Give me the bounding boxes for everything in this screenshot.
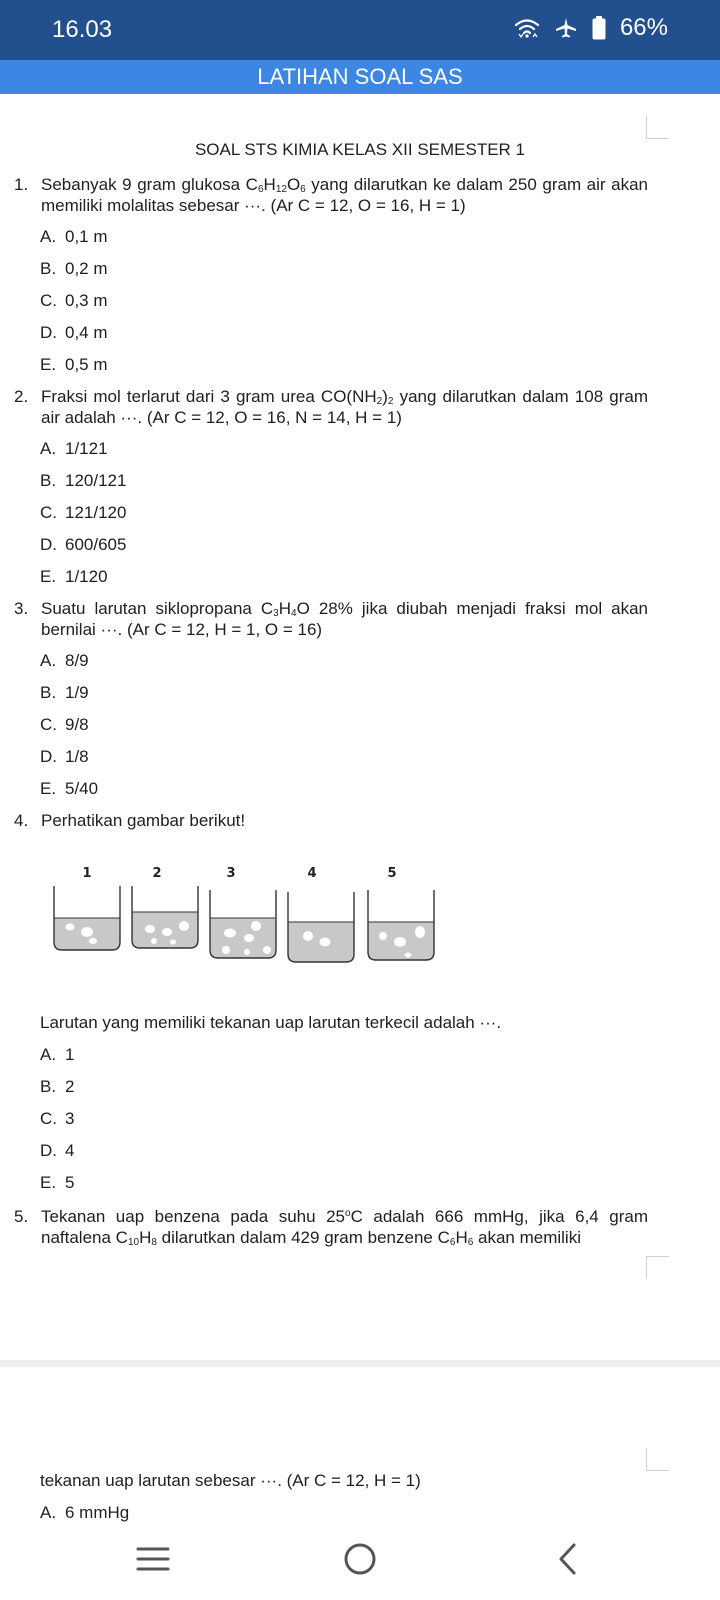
navigation-bar <box>0 1530 720 1600</box>
beakers-figure <box>50 862 450 972</box>
page-corner-mark <box>646 116 669 139</box>
question-4 <box>14 810 648 831</box>
question-text: Fraksi mol terlarut dari 3 gram urea $CO(NH_2)_2$ yang dilarutkan dalam 108 gram air adalah ···. (Ar C = 12, O = 16, N = 14, H = 1) <box>41 387 648 427</box>
option-3d: D. 1/8 <box>40 747 89 766</box>
status-bar <box>0 0 720 60</box>
question-3 <box>14 598 648 640</box>
beaker-label: 4 <box>307 866 317 881</box>
app-bar-title: LATIHAN SOAL SAS <box>0 60 720 94</box>
page-corner-mark <box>646 1256 669 1279</box>
question-5 <box>14 1206 648 1248</box>
option-3a: A. 8/9 <box>40 651 89 670</box>
option-4b: B. 2 <box>40 1077 75 1096</box>
battery-icon <box>592 16 606 40</box>
option-1e: E. 0,5 m <box>40 355 108 374</box>
status-icons <box>514 14 668 42</box>
option-3e: E. 5/40 <box>40 779 99 798</box>
beaker-2 <box>132 866 198 948</box>
question-text: Tekanan uap benzena pada suhu 25$^o$C adalah 666 mmHg, jika 6,4 gram naftalena $C_{10}H_8$ dilarutkan dalam 429 gram benzene $C_6H_6$ akan memiliki <box>41 1207 648 1248</box>
option-3b: B. 1/9 <box>40 683 89 702</box>
beaker-1 <box>54 866 120 950</box>
beaker-3 <box>210 866 276 958</box>
beaker-5 <box>368 866 434 960</box>
question-text: Perhatikan gambar berikut! <box>41 811 246 830</box>
recent-apps-icon[interactable] <box>136 1544 170 1574</box>
option-4d: D. 4 <box>40 1141 75 1160</box>
status-time: 16.03 <box>52 16 113 43</box>
option-1d: D. 0,4 m <box>40 323 108 342</box>
page-corner-mark <box>646 1448 669 1471</box>
document-title: SOAL STS KIMIA KELAS XII SEMESTER 1 <box>194 140 526 159</box>
battery-percent: 66% <box>619 14 668 41</box>
question-text: Sebanyak 9 gram glukosa $C_6H_{12}O_6$ yang dilarutkan ke dalam 250 gram air akan memiliki molalitas sebesar ···. (Ar C = 12, O = 16, H = 1) <box>41 175 649 215</box>
question-number: 2. <box>14 387 29 406</box>
back-icon[interactable] <box>556 1542 580 1576</box>
wifi-icon <box>514 17 540 39</box>
question-4-stem: Larutan yang memiliki tekanan uap larutan terkecil adalah ···. <box>40 1013 502 1032</box>
option-2e: E. 1/120 <box>40 567 108 586</box>
option-3c: C. 9/8 <box>40 715 89 734</box>
option-1c: C. 0,3 m <box>40 291 108 310</box>
option-2c: C. 121/120 <box>40 503 127 522</box>
airplane-mode-icon <box>554 16 578 40</box>
home-icon[interactable] <box>343 1542 377 1576</box>
question-number: 5. <box>14 1207 29 1226</box>
question-number: 4. <box>14 811 29 830</box>
beaker-4 <box>288 866 354 962</box>
option-4e: E. 5 <box>40 1173 75 1192</box>
option-2d: D. 600/605 <box>40 535 127 554</box>
question-text: Suatu larutan siklopropana $C_3H_4O$ 28% jika diubah menjadi fraksi mol akan bernilai ···. (Ar C = 12, H = 1, O = 16) <box>41 599 648 639</box>
beaker-label: 2 <box>152 866 162 881</box>
option-4c: C. 3 <box>40 1109 75 1128</box>
beaker-label: 5 <box>387 866 397 881</box>
option-4a: A. 1 <box>40 1045 75 1064</box>
question-2 <box>14 386 648 428</box>
question-5-continuation: tekanan uap larutan sebesar ···. (Ar C = 12, H = 1) <box>40 1471 421 1490</box>
option-1a: A. 0,1 m <box>40 227 108 246</box>
question-number: 3. <box>14 599 29 618</box>
beaker-label: 1 <box>82 866 92 881</box>
question-number: 1. <box>14 175 29 194</box>
question-1 <box>14 174 648 216</box>
option-5a: A. 6 mmHg <box>40 1503 130 1522</box>
page-break <box>0 1360 720 1367</box>
option-2b: B. 120/121 <box>40 471 127 490</box>
option-2a: A. 1/121 <box>40 439 108 458</box>
beaker-label: 3 <box>226 866 236 881</box>
option-1b: B. 0,2 m <box>40 259 108 278</box>
